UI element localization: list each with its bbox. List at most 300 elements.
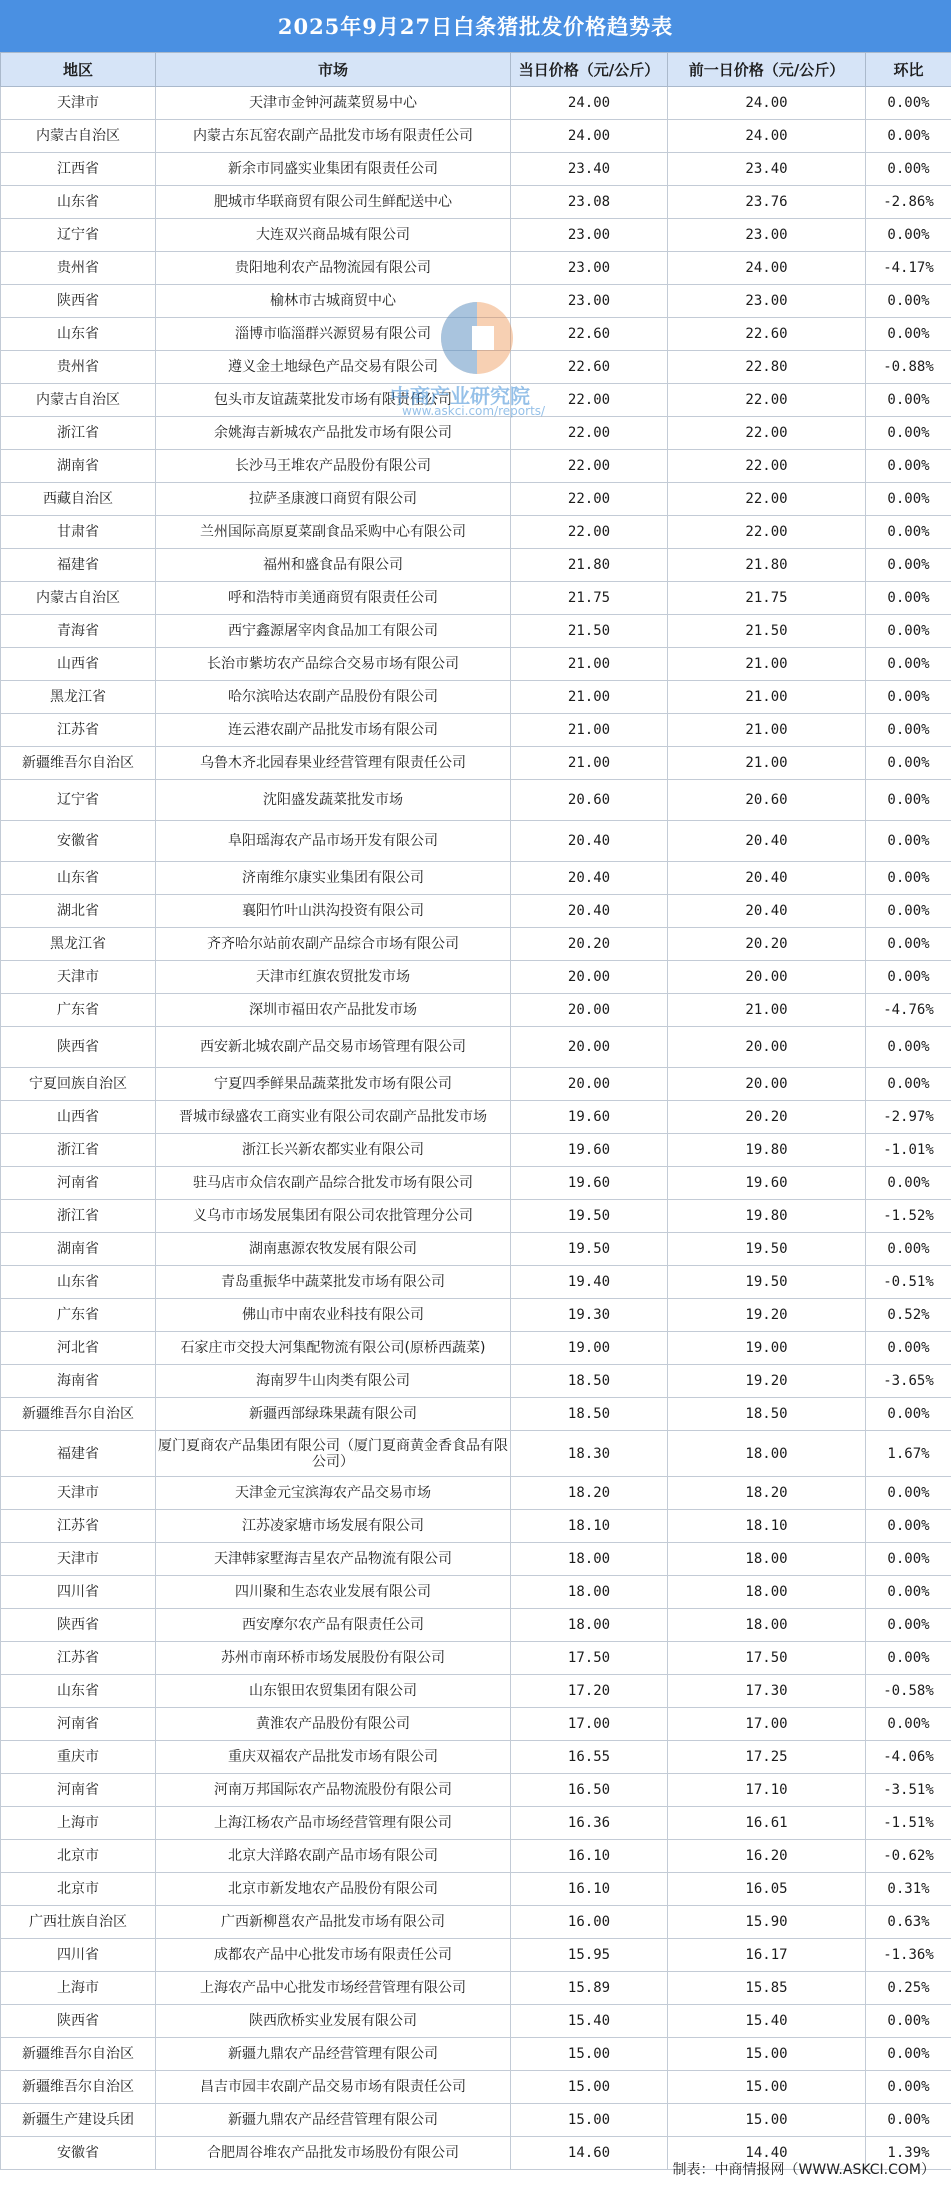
cell-region: 江苏省 xyxy=(1,1642,156,1675)
cell-prev-price: 20.40 xyxy=(668,895,866,928)
cell-change: 0.00% xyxy=(866,2038,951,2071)
cell-today-price: 16.10 xyxy=(511,1873,668,1906)
cell-region: 浙江省 xyxy=(1,1200,156,1233)
cell-change: 0.00% xyxy=(866,648,951,681)
table-row xyxy=(1,994,951,1027)
table-row xyxy=(1,714,951,747)
cell-region: 北京市 xyxy=(1,1873,156,1906)
cell-change: 0.00% xyxy=(866,1398,951,1431)
cell-today-price: 23.00 xyxy=(511,219,668,252)
cell-change: -3.65% xyxy=(866,1365,951,1398)
cell-prev-price: 17.10 xyxy=(668,1774,866,1807)
cell-today-price: 20.40 xyxy=(511,821,668,862)
cell-region: 天津市 xyxy=(1,961,156,994)
watermark-url: www.askci.com/reports/ xyxy=(402,404,546,418)
cell-market: 包头市友谊蔬菜批发市场有限责任公司 xyxy=(156,384,511,417)
cell-today-price: 15.95 xyxy=(511,1939,668,1972)
cell-prev-price: 21.50 xyxy=(668,615,866,648)
cell-market: 长治市紫坊农产品综合交易市场有限公司 xyxy=(156,648,511,681)
table-row xyxy=(1,2038,951,2071)
cell-region: 陕西省 xyxy=(1,1027,156,1068)
table-row xyxy=(1,1873,951,1906)
cell-change: -1.52% xyxy=(866,1200,951,1233)
table-row xyxy=(1,1299,951,1332)
cell-today-price: 24.00 xyxy=(511,87,668,120)
cell-prev-price: 20.20 xyxy=(668,1101,866,1134)
cell-region: 山东省 xyxy=(1,186,156,219)
watermark-brand: 中商产业研究院 xyxy=(390,384,530,408)
cell-change: -4.76% xyxy=(866,994,951,1027)
table-row xyxy=(1,1233,951,1266)
cell-market: 淄博市临淄群兴源贸易有限公司 xyxy=(156,318,511,351)
table-row xyxy=(1,219,951,252)
cell-region: 上海市 xyxy=(1,1972,156,2005)
cell-region: 新疆维吾尔自治区 xyxy=(1,2038,156,2071)
cell-prev-price: 22.00 xyxy=(668,384,866,417)
cell-market: 江苏凌家塘市场发展有限公司 xyxy=(156,1510,511,1543)
cell-today-price: 16.10 xyxy=(511,1840,668,1873)
cell-market: 呼和浩特市美通商贸有限责任公司 xyxy=(156,582,511,615)
cell-prev-price: 19.80 xyxy=(668,1134,866,1167)
cell-region: 四川省 xyxy=(1,1576,156,1609)
cell-today-price: 22.00 xyxy=(511,450,668,483)
cell-prev-price: 16.61 xyxy=(668,1807,866,1840)
cell-market: 新疆九鼎农产品经营管理有限公司 xyxy=(156,2104,511,2137)
table-row xyxy=(1,1972,951,2005)
cell-change: -0.58% xyxy=(866,1675,951,1708)
cell-change: 0.00% xyxy=(866,1642,951,1675)
cell-prev-price: 23.76 xyxy=(668,186,866,219)
cell-change: -1.36% xyxy=(866,1939,951,1972)
cell-region: 浙江省 xyxy=(1,417,156,450)
table-row xyxy=(1,1807,951,1840)
cell-today-price: 20.00 xyxy=(511,994,668,1027)
cell-prev-price: 22.60 xyxy=(668,318,866,351)
cell-region: 天津市 xyxy=(1,1543,156,1576)
cell-region: 山东省 xyxy=(1,1266,156,1299)
cell-prev-price: 18.00 xyxy=(668,1609,866,1642)
cell-today-price: 22.60 xyxy=(511,351,668,384)
cell-change: -2.97% xyxy=(866,1101,951,1134)
cell-today-price: 19.00 xyxy=(511,1332,668,1365)
cell-prev-price: 23.40 xyxy=(668,153,866,186)
cell-market: 西宁鑫源屠宰肉食品加工有限公司 xyxy=(156,615,511,648)
cell-today-price: 19.60 xyxy=(511,1167,668,1200)
cell-region: 福建省 xyxy=(1,549,156,582)
cell-today-price: 19.40 xyxy=(511,1266,668,1299)
cell-change: 0.00% xyxy=(866,961,951,994)
table-row xyxy=(1,1675,951,1708)
table-row xyxy=(1,1510,951,1543)
cell-today-price: 18.00 xyxy=(511,1543,668,1576)
table-row xyxy=(1,862,951,895)
cell-region: 河南省 xyxy=(1,1774,156,1807)
cell-region: 江苏省 xyxy=(1,714,156,747)
table-row xyxy=(1,1365,951,1398)
cell-market: 天津市红旗农贸批发市场 xyxy=(156,961,511,994)
cell-market: 西安摩尔农产品有限责任公司 xyxy=(156,1609,511,1642)
cell-change: -1.01% xyxy=(866,1134,951,1167)
cell-market: 济南维尔康实业集团有限公司 xyxy=(156,862,511,895)
cell-today-price: 21.00 xyxy=(511,681,668,714)
cell-prev-price: 17.00 xyxy=(668,1708,866,1741)
cell-prev-price: 16.17 xyxy=(668,1939,866,1972)
cell-region: 黑龙江省 xyxy=(1,928,156,961)
cell-region: 河南省 xyxy=(1,1167,156,1200)
cell-today-price: 20.00 xyxy=(511,1027,668,1068)
cell-change: 0.00% xyxy=(866,1543,951,1576)
table-row xyxy=(1,1774,951,1807)
cell-prev-price: 19.60 xyxy=(668,1167,866,1200)
cell-prev-price: 20.40 xyxy=(668,821,866,862)
cell-change: 0.00% xyxy=(866,450,951,483)
cell-market: 陕西欣桥实业发展有限公司 xyxy=(156,2005,511,2038)
cell-today-price: 15.00 xyxy=(511,2038,668,2071)
cell-region: 北京市 xyxy=(1,1840,156,1873)
cell-market: 西安新北城农副产品交易市场管理有限公司 xyxy=(156,1027,511,1068)
cell-prev-price: 21.75 xyxy=(668,582,866,615)
cell-market: 新余市同盛实业集团有限责任公司 xyxy=(156,153,511,186)
cell-region: 新疆生产建设兵团 xyxy=(1,2104,156,2137)
cell-region: 四川省 xyxy=(1,1939,156,1972)
price-table xyxy=(0,52,951,2170)
cell-prev-price: 19.50 xyxy=(668,1233,866,1266)
cell-market: 厦门夏商农产品集团有限公司（厦门夏商黄金香食品有限公司） xyxy=(156,1431,511,1477)
cell-prev-price: 15.85 xyxy=(668,1972,866,2005)
cell-change: -0.88% xyxy=(866,351,951,384)
cell-market: 合肥周谷堆农产品批发市场股份有限公司 xyxy=(156,2137,511,2170)
cell-prev-price: 19.20 xyxy=(668,1299,866,1332)
cell-region: 江苏省 xyxy=(1,1510,156,1543)
cell-today-price: 23.08 xyxy=(511,186,668,219)
table-row xyxy=(1,1642,951,1675)
cell-change: 0.52% xyxy=(866,1299,951,1332)
cell-today-price: 17.00 xyxy=(511,1708,668,1741)
table-row xyxy=(1,120,951,153)
table-row xyxy=(1,895,951,928)
cell-region: 天津市 xyxy=(1,87,156,120)
cell-prev-price: 14.40 xyxy=(668,2137,866,2170)
cell-today-price: 15.89 xyxy=(511,1972,668,2005)
cell-prev-price: 16.20 xyxy=(668,1840,866,1873)
cell-today-price: 19.50 xyxy=(511,1200,668,1233)
table-row xyxy=(1,1609,951,1642)
table-row xyxy=(1,384,951,417)
cell-change: 1.39% xyxy=(866,2137,951,2170)
cell-prev-price: 24.00 xyxy=(668,87,866,120)
cell-prev-price: 20.40 xyxy=(668,862,866,895)
cell-market: 兰州国际高原夏菜副食品采购中心有限公司 xyxy=(156,516,511,549)
table-row xyxy=(1,153,951,186)
footer-source xyxy=(0,2151,951,2186)
cell-market: 天津金元宝滨海农产品交易市场 xyxy=(156,1477,511,1510)
table-row xyxy=(1,1576,951,1609)
cell-market: 乌鲁木齐北园春果业经营管理有限责任公司 xyxy=(156,747,511,780)
cell-market: 深圳市福田农产品批发市场 xyxy=(156,994,511,1027)
cell-today-price: 15.00 xyxy=(511,2071,668,2104)
table-row xyxy=(1,87,951,120)
cell-today-price: 23.00 xyxy=(511,285,668,318)
table-title: 2025年9月27日白条猪批发价格趋势表 xyxy=(277,14,674,39)
cell-today-price: 18.30 xyxy=(511,1431,668,1477)
col-header-today-price: 当日价格（元/公斤） xyxy=(511,53,668,87)
table-row xyxy=(1,2071,951,2104)
cell-market: 重庆双福农产品批发市场有限公司 xyxy=(156,1741,511,1774)
cell-region: 辽宁省 xyxy=(1,780,156,821)
cell-today-price: 18.20 xyxy=(511,1477,668,1510)
cell-today-price: 22.00 xyxy=(511,417,668,450)
cell-region: 宁夏回族自治区 xyxy=(1,1068,156,1101)
table-body xyxy=(1,87,951,2170)
cell-change: 0.00% xyxy=(866,1233,951,1266)
cell-today-price: 15.40 xyxy=(511,2005,668,2038)
table-row xyxy=(1,1477,951,1510)
cell-today-price: 17.50 xyxy=(511,1642,668,1675)
cell-market: 湖南惠源农牧发展有限公司 xyxy=(156,1233,511,1266)
cell-today-price: 18.50 xyxy=(511,1365,668,1398)
title-bar xyxy=(0,0,951,52)
cell-region: 甘肃省 xyxy=(1,516,156,549)
cell-prev-price: 20.00 xyxy=(668,961,866,994)
cell-region: 安徽省 xyxy=(1,821,156,862)
cell-market: 石家庄市交投大河集配物流有限公司(原桥西蔬菜) xyxy=(156,1332,511,1365)
table-row xyxy=(1,1134,951,1167)
cell-region: 湖北省 xyxy=(1,895,156,928)
cell-today-price: 21.75 xyxy=(511,582,668,615)
cell-market: 长沙马王堆农产品股份有限公司 xyxy=(156,450,511,483)
cell-market: 贵阳地利农产品物流园有限公司 xyxy=(156,252,511,285)
cell-prev-price: 18.00 xyxy=(668,1576,866,1609)
cell-prev-price: 21.00 xyxy=(668,648,866,681)
cell-market: 成都农产品中心批发市场有限责任公司 xyxy=(156,1939,511,1972)
cell-region: 湖南省 xyxy=(1,1233,156,1266)
cell-change: 0.00% xyxy=(866,2104,951,2137)
col-header-change: 环比 xyxy=(866,53,951,87)
cell-market: 河南万邦国际农产品物流股份有限公司 xyxy=(156,1774,511,1807)
cell-prev-price: 23.00 xyxy=(668,285,866,318)
cell-change: 0.00% xyxy=(866,928,951,961)
cell-region: 新疆维吾尔自治区 xyxy=(1,1398,156,1431)
cell-market: 福州和盛食品有限公司 xyxy=(156,549,511,582)
cell-prev-price: 21.00 xyxy=(668,747,866,780)
cell-change: 0.00% xyxy=(866,153,951,186)
cell-market: 山东银田农贸集团有限公司 xyxy=(156,1675,511,1708)
footer-text: 制表：中商情报网（WWW.ASKCI.COM） xyxy=(672,2161,935,2178)
table-row xyxy=(1,648,951,681)
cell-market: 肥城市华联商贸有限公司生鲜配送中心 xyxy=(156,186,511,219)
cell-region: 安徽省 xyxy=(1,2137,156,2170)
cell-market: 哈尔滨哈达农副产品股份有限公司 xyxy=(156,681,511,714)
cell-today-price: 24.00 xyxy=(511,120,668,153)
table-row xyxy=(1,1167,951,1200)
cell-prev-price: 22.80 xyxy=(668,351,866,384)
cell-today-price: 14.60 xyxy=(511,2137,668,2170)
cell-change: 0.00% xyxy=(866,2071,951,2104)
table-row xyxy=(1,821,951,862)
cell-change: 0.00% xyxy=(866,2005,951,2038)
cell-prev-price: 16.05 xyxy=(668,1873,866,1906)
cell-change: 0.00% xyxy=(866,1068,951,1101)
cell-change: 0.00% xyxy=(866,895,951,928)
cell-region: 湖南省 xyxy=(1,450,156,483)
table-row xyxy=(1,1398,951,1431)
cell-region: 贵州省 xyxy=(1,351,156,384)
cell-market: 遵义金土地绿色产品交易有限公司 xyxy=(156,351,511,384)
table-row xyxy=(1,928,951,961)
cell-change: 0.31% xyxy=(866,1873,951,1906)
cell-prev-price: 17.50 xyxy=(668,1642,866,1675)
table-row xyxy=(1,1332,951,1365)
cell-change: 0.00% xyxy=(866,747,951,780)
cell-prev-price: 22.00 xyxy=(668,516,866,549)
cell-prev-price: 20.00 xyxy=(668,1027,866,1068)
cell-prev-price: 24.00 xyxy=(668,120,866,153)
cell-change: 0.00% xyxy=(866,120,951,153)
cell-change: 0.00% xyxy=(866,1708,951,1741)
cell-change: 0.00% xyxy=(866,549,951,582)
cell-region: 山东省 xyxy=(1,862,156,895)
cell-region: 陕西省 xyxy=(1,2005,156,2038)
table-row xyxy=(1,285,951,318)
cell-change: 0.00% xyxy=(866,1609,951,1642)
table-row xyxy=(1,450,951,483)
cell-prev-price: 21.00 xyxy=(668,994,866,1027)
cell-region: 辽宁省 xyxy=(1,219,156,252)
cell-market: 晋城市绿盛农工商实业有限公司农副产品批发市场 xyxy=(156,1101,511,1134)
cell-region: 山西省 xyxy=(1,648,156,681)
cell-change: -4.06% xyxy=(866,1741,951,1774)
cell-change: 0.00% xyxy=(866,1477,951,1510)
cell-change: 0.00% xyxy=(866,87,951,120)
cell-market: 浙江长兴新农都实业有限公司 xyxy=(156,1134,511,1167)
cell-prev-price: 15.90 xyxy=(668,1906,866,1939)
cell-today-price: 18.00 xyxy=(511,1609,668,1642)
table-row xyxy=(1,1741,951,1774)
table-row xyxy=(1,1939,951,1972)
cell-change: 0.00% xyxy=(866,384,951,417)
table-row xyxy=(1,2005,951,2038)
cell-change: -0.62% xyxy=(866,1840,951,1873)
cell-change: 0.00% xyxy=(866,582,951,615)
cell-today-price: 20.00 xyxy=(511,1068,668,1101)
table-row xyxy=(1,1027,951,1068)
cell-change: 0.00% xyxy=(866,862,951,895)
cell-market: 宁夏四季鲜果品蔬菜批发市场有限公司 xyxy=(156,1068,511,1101)
cell-prev-price: 21.80 xyxy=(668,549,866,582)
table-row xyxy=(1,1431,951,1477)
table-row xyxy=(1,186,951,219)
cell-prev-price: 18.00 xyxy=(668,1431,866,1477)
cell-prev-price: 17.30 xyxy=(668,1675,866,1708)
table-row xyxy=(1,1708,951,1741)
cell-today-price: 20.20 xyxy=(511,928,668,961)
cell-market: 新疆九鼎农产品经营管理有限公司 xyxy=(156,2038,511,2071)
cell-today-price: 21.00 xyxy=(511,714,668,747)
cell-today-price: 22.00 xyxy=(511,384,668,417)
cell-region: 贵州省 xyxy=(1,252,156,285)
table-row xyxy=(1,318,951,351)
table-row xyxy=(1,1200,951,1233)
cell-today-price: 23.40 xyxy=(511,153,668,186)
cell-market: 连云港农副产品批发市场有限公司 xyxy=(156,714,511,747)
cell-today-price: 18.00 xyxy=(511,1576,668,1609)
header-row xyxy=(1,53,951,87)
cell-market: 苏州市南环桥市场发展股份有限公司 xyxy=(156,1642,511,1675)
table-row xyxy=(1,681,951,714)
cell-market: 北京市新发地农产品股份有限公司 xyxy=(156,1873,511,1906)
cell-market: 新疆西部绿珠果蔬有限公司 xyxy=(156,1398,511,1431)
cell-market: 阜阳瑶海农产品市场开发有限公司 xyxy=(156,821,511,862)
cell-region: 江西省 xyxy=(1,153,156,186)
cell-prev-price: 18.50 xyxy=(668,1398,866,1431)
cell-today-price: 21.00 xyxy=(511,747,668,780)
cell-today-price: 21.80 xyxy=(511,549,668,582)
cell-region: 海南省 xyxy=(1,1365,156,1398)
cell-today-price: 18.10 xyxy=(511,1510,668,1543)
cell-prev-price: 15.00 xyxy=(668,2071,866,2104)
cell-market: 襄阳竹叶山洪沟投资有限公司 xyxy=(156,895,511,928)
cell-region: 广西壮族自治区 xyxy=(1,1906,156,1939)
col-header-region: 地区 xyxy=(1,53,156,87)
cell-change: 0.00% xyxy=(866,615,951,648)
cell-today-price: 19.60 xyxy=(511,1101,668,1134)
cell-today-price: 22.00 xyxy=(511,483,668,516)
cell-market: 余姚海吉新城农产品批发市场有限公司 xyxy=(156,417,511,450)
cell-region: 山西省 xyxy=(1,1101,156,1134)
cell-change: 0.00% xyxy=(866,417,951,450)
cell-market: 黄淮农产品股份有限公司 xyxy=(156,1708,511,1741)
cell-prev-price: 15.00 xyxy=(668,2038,866,2071)
cell-prev-price: 19.80 xyxy=(668,1200,866,1233)
cell-prev-price: 17.25 xyxy=(668,1741,866,1774)
cell-today-price: 19.60 xyxy=(511,1134,668,1167)
cell-today-price: 19.50 xyxy=(511,1233,668,1266)
cell-today-price: 20.40 xyxy=(511,895,668,928)
cell-region: 山东省 xyxy=(1,1675,156,1708)
cell-market: 上海江杨农产品市场经营管理有限公司 xyxy=(156,1807,511,1840)
cell-prev-price: 21.00 xyxy=(668,681,866,714)
cell-region: 陕西省 xyxy=(1,1609,156,1642)
table-row xyxy=(1,1906,951,1939)
cell-change: 0.00% xyxy=(866,714,951,747)
cell-region: 内蒙古自治区 xyxy=(1,384,156,417)
cell-region: 上海市 xyxy=(1,1807,156,1840)
cell-today-price: 18.50 xyxy=(511,1398,668,1431)
cell-region: 陕西省 xyxy=(1,285,156,318)
cell-market: 佛山市中南农业科技有限公司 xyxy=(156,1299,511,1332)
cell-market: 内蒙古东瓦窑农副产品批发市场有限责任公司 xyxy=(156,120,511,153)
cell-region: 广东省 xyxy=(1,1299,156,1332)
cell-change: 0.00% xyxy=(866,1027,951,1068)
cell-prev-price: 15.40 xyxy=(668,2005,866,2038)
cell-today-price: 16.36 xyxy=(511,1807,668,1840)
table-row xyxy=(1,961,951,994)
cell-today-price: 21.50 xyxy=(511,615,668,648)
cell-market: 沈阳盛发蔬菜批发市场 xyxy=(156,780,511,821)
cell-prev-price: 18.20 xyxy=(668,1477,866,1510)
cell-region: 新疆维吾尔自治区 xyxy=(1,747,156,780)
table-row xyxy=(1,252,951,285)
cell-prev-price: 20.60 xyxy=(668,780,866,821)
cell-today-price: 21.00 xyxy=(511,648,668,681)
cell-market: 昌吉市园丰农副产品交易市场有限责任公司 xyxy=(156,2071,511,2104)
cell-change: 0.00% xyxy=(866,1332,951,1365)
cell-today-price: 16.50 xyxy=(511,1774,668,1807)
cell-market: 天津韩家墅海吉星农产品物流有限公司 xyxy=(156,1543,511,1576)
cell-prev-price: 18.00 xyxy=(668,1543,866,1576)
cell-change: -1.51% xyxy=(866,1807,951,1840)
cell-change: 0.63% xyxy=(866,1906,951,1939)
